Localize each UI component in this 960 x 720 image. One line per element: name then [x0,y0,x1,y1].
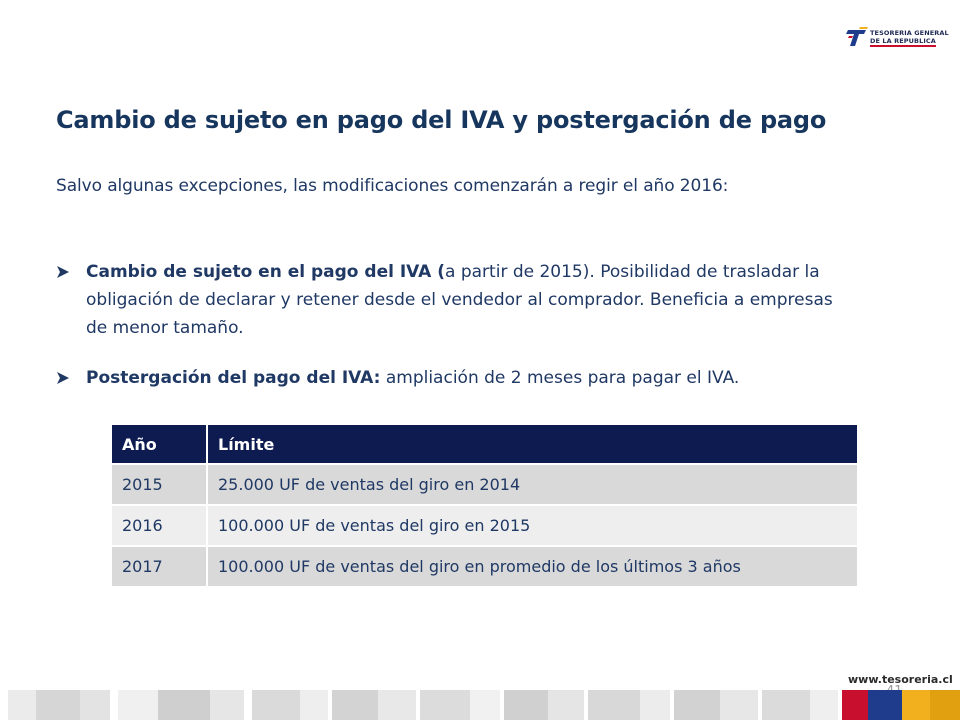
slide-subtitle: Salvo algunas excepciones, las modificaciones comenzarán a regir el año 2016: [56,176,729,196]
bullet-bold-text: Postergación del pago del IVA: [86,368,381,388]
table-row [112,505,858,546]
logo-line-2: DE LA REPUBLICA [870,37,936,45]
cell-year: 2016 [112,505,207,546]
arrow-bullet-icon [56,371,70,385]
table-header-row [112,425,858,464]
column-header-year: Año [112,425,207,464]
bullet-item-cambio-sujeto [56,258,856,342]
cell-year: 2015 [112,464,207,505]
logo-text [870,29,949,45]
slide-title: Cambio de sujeto en pago del IVA y postergación de pago [56,106,827,134]
logo-line-1: TESORERIA GENERAL [870,29,949,37]
cell-year: 2017 [112,546,207,586]
cell-limit: 100.000 UF de ventas del giro en promedio de los últimos 3 años [207,546,858,586]
column-header-limit: Límite [207,425,858,464]
tesoreria-logo [846,26,949,50]
limits-table [112,425,859,586]
website-url: www.tesoreria.cl [848,673,953,686]
arrow-bullet-icon [56,265,70,279]
bullet-item-postergacion [56,364,856,392]
cell-limit: 100.000 UF de ventas del giro en 2015 [207,505,858,546]
tesoreria-logo-icon [846,26,870,48]
table-row [112,464,858,505]
bullet-text: ampliación de 2 meses para pagar el IVA. [380,368,740,388]
decorative-footer-strip [0,690,960,720]
logo-underline [870,45,936,47]
cell-limit: 25.000 UF de ventas del giro en 2014 [207,464,858,505]
bullet-text: a partir de 2015). Posibilidad de trasladar la obligación de declarar y retener desde el vendedor al comprador. Beneficia a empresas de menor tamaño. [86,262,833,338]
bullet-list [56,258,856,392]
bullet-bold-text: Cambio de sujeto en el pago del IVA ( [86,262,446,282]
table-row [112,546,858,586]
